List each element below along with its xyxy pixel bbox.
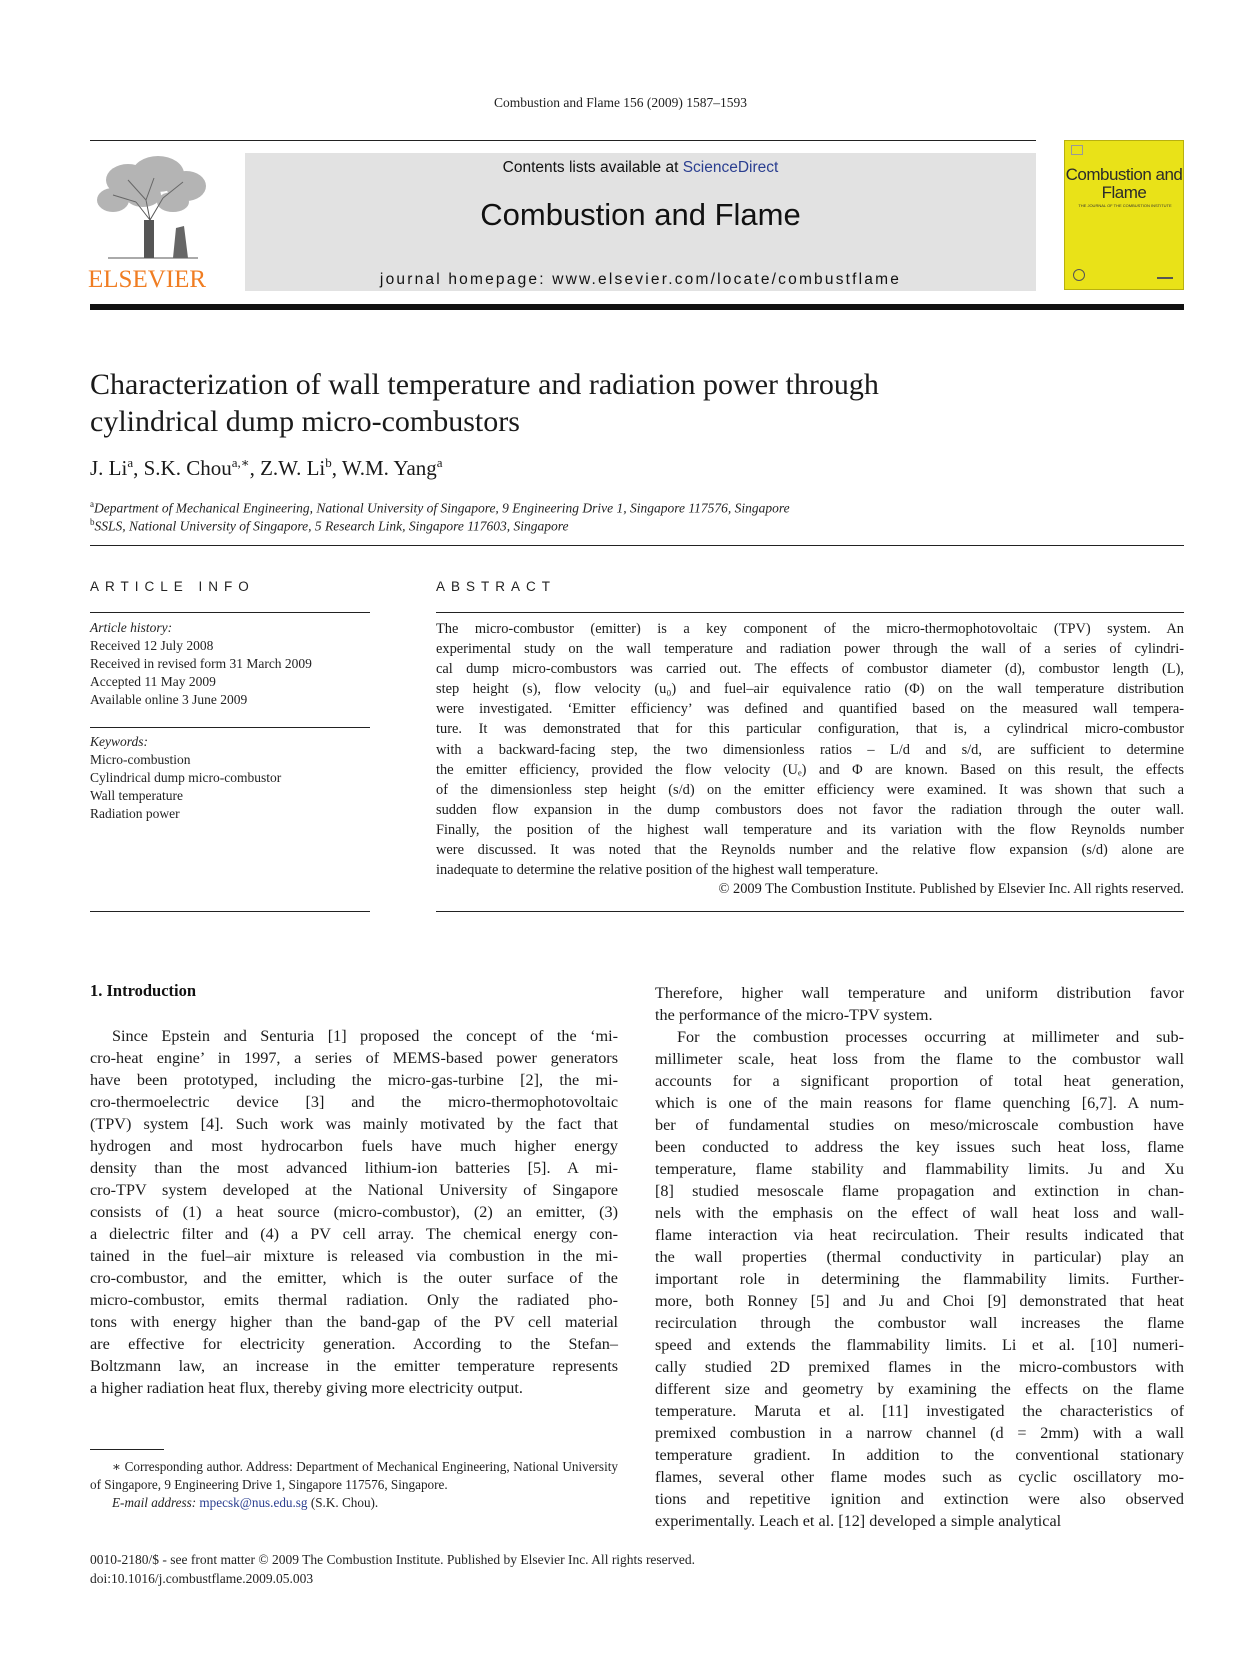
body-line: cro-heat engine’ in 1997, a series of MEMS-based power generators xyxy=(90,1049,618,1067)
article-info-heading: ARTICLE INFO xyxy=(90,579,255,594)
body-line: temperature gradient. In addition to the conventional stationary xyxy=(655,1446,1184,1464)
body-line: micro-combustor, emits thermal radiation. Only the radiated pho- xyxy=(90,1291,618,1309)
body-line: cro-combustor, and the emitter, which is the outer surface of the xyxy=(90,1269,618,1287)
body-line: millimeter scale, heat loss from the flame to the combustor wall xyxy=(655,1050,1184,1068)
abstract-line: inadequate to determine the relative position of the highest wall temperature. xyxy=(436,862,879,879)
body-line: been conducted to address the key issues such heat loss, flame xyxy=(655,1138,1184,1156)
body-line: speed and extends the flammability limits. Li et al. [10] numeri- xyxy=(655,1336,1184,1354)
body-line: cro-TPV system developed at the National University of Singapore xyxy=(90,1181,618,1199)
abstract-line: were discussed. It was noted that the Reynolds number and the relative flow expansion (s/d) alone are xyxy=(436,842,1184,859)
cover-logo-icon xyxy=(1071,145,1083,155)
affiliation xyxy=(90,499,790,517)
body-line: which is one of the main reasons for flame quenching [6,7]. A num- xyxy=(655,1094,1184,1112)
body-line: hydrogen and most hydrocarbon fuels have much higher energy xyxy=(90,1137,618,1155)
abstract-text xyxy=(436,619,1184,880)
abstract-heading: ABSTRACT xyxy=(436,579,557,594)
affil-mark: b xyxy=(90,517,95,527)
body-line: premixed combustion in a narrow channel (d = 2mm) with a wall xyxy=(655,1424,1184,1442)
article-title xyxy=(90,366,1090,440)
footnote xyxy=(90,1458,618,1512)
elsevier-tree-icon xyxy=(88,150,216,262)
body-line: are effective for electricity generation. According to the Stefan– xyxy=(90,1335,618,1353)
body-column-right xyxy=(655,982,1184,1532)
history-item: Accepted 11 May 2009 xyxy=(90,674,216,689)
body-line: important role in determining the flammability limits. Further- xyxy=(655,1270,1184,1288)
journal-title: Combustion and Flame xyxy=(480,197,801,232)
contents-line xyxy=(245,159,1036,177)
footnote-rule xyxy=(90,1449,164,1450)
body-line: Since Epstein and Senturia [1] proposed the concept of the ‘mi- xyxy=(112,1027,618,1045)
affiliation xyxy=(90,517,568,535)
body-line: experimentally. Leach et al. [12] developed a simple analytical xyxy=(655,1512,1062,1530)
body-line: a dielectric filter and (4) a PV cell array. The chemical energy con- xyxy=(90,1225,618,1243)
keyword: Wall temperature xyxy=(90,788,183,803)
section-rule xyxy=(90,545,1184,546)
author-name[interactable]: W.M. Yang xyxy=(341,456,437,480)
keyword: Micro-combustion xyxy=(90,752,191,767)
info-rule xyxy=(90,727,370,728)
affil-mark: a xyxy=(90,499,94,509)
journal-homepage[interactable]: journal homepage: www.elsevier.com/locate/combustflame xyxy=(379,271,902,288)
journal-citation: Combustion and Flame 156 (2009) 1587–1593 xyxy=(493,95,748,110)
article-history xyxy=(90,619,370,709)
body-line: recirculation through the combustor wall increases the flame xyxy=(655,1314,1184,1332)
info-rule xyxy=(90,612,370,613)
journal-banner xyxy=(245,153,1036,291)
journal-cover xyxy=(1064,140,1184,290)
header-rule xyxy=(90,140,1036,141)
body-line: nels with the emphasis on the effect of wall heat loss and wall- xyxy=(655,1204,1184,1222)
history-item: Available online 3 June 2009 xyxy=(90,692,248,707)
doi-line[interactable]: doi:10.1016/j.combustflame.2009.05.003 xyxy=(90,1571,314,1586)
body-line: accounts for a significant proportion of total heat generation, xyxy=(655,1072,1184,1090)
body-line: flames, several other flame modes such as cyclic oscillatory mo- xyxy=(655,1468,1184,1486)
body-line: different size and geometry by examining the effects on the flame xyxy=(655,1380,1184,1398)
keywords-label: Keywords: xyxy=(90,734,148,749)
cover-title: Combustion and Flame xyxy=(1065,165,1183,202)
body-line: For the combustion processes occurring at millimeter and sub- xyxy=(677,1028,1184,1046)
email-link[interactable]: mpecsk@nus.edu.sg xyxy=(199,1495,308,1510)
body-line: Boltzmann law, an increase in the emitter temperature represents xyxy=(90,1357,618,1375)
body-line: consists of (1) a heat source (micro-combustor), (2) an emitter, (3) xyxy=(90,1203,618,1221)
body-line: tions and repetitive ignition and extinction were also observed xyxy=(655,1490,1184,1508)
body-line: cally studied 2D premixed flames in the micro-combustors with xyxy=(655,1358,1184,1376)
affil-text: SSLS, National University of Singapore, 5 Research Link, Singapore 117603, Singapore xyxy=(94,518,569,534)
body-line: ber of fundamental studies on meso/microscale combustion have xyxy=(655,1116,1184,1134)
abstract-copyright: © 2009 The Combustion Institute. Published by Elsevier Inc. All rights reserved. xyxy=(718,881,1184,897)
author-affil-mark: a xyxy=(127,455,134,470)
history-label: Article history: xyxy=(90,620,173,635)
abstract-rule xyxy=(436,911,1184,912)
affil-text: Department of Mechanical Engineering, National University of Singapore, 9 Engineering Drive 1, Singapore 117576, Singapore xyxy=(94,500,790,516)
footnote-corresponding: ∗ Corresponding author. Address: Department of Mechanical Engineering, National University of Singapore, 9 Engineering Drive 1, Singapore 117576, Singapore. xyxy=(90,1459,618,1492)
body-line: have been prototyped, including the micro-gas-turbine [2], the mi- xyxy=(90,1071,618,1089)
author-name[interactable]: Z.W. Li xyxy=(260,456,326,480)
body-line: the performance of the micro-TPV system. xyxy=(655,1006,933,1024)
abstract-line: were investigated. ‘Emitter efficiency’ was defined and quantified based on the measured wall tempera- xyxy=(436,701,1184,718)
body-line: the wall properties (thermal conductivity in particular) play an xyxy=(655,1248,1184,1266)
section-heading: 1. Introduction xyxy=(90,981,197,1000)
author-affil-mark: a xyxy=(436,455,443,470)
author-name[interactable]: J. Li xyxy=(90,456,128,480)
cover-subtitle: THE JOURNAL OF THE COMBUSTION INSTITUTE xyxy=(1078,203,1172,208)
cover-seal-icon xyxy=(1073,269,1085,281)
abstract-line: Finally, the position of the highest wall temperature and its variation with the flow Reynolds number xyxy=(436,821,1184,838)
body-line: [8] studied mesoscale flame propagation and extinction in chan- xyxy=(655,1182,1184,1200)
history-item: Received in revised form 31 March 2009 xyxy=(90,656,312,671)
body-line: flame interaction via heat recirculation. Their results indicated that xyxy=(655,1226,1184,1244)
abstract-line: sudden flow expansion in the dump combustors does not favor the radiation through the outer wall. xyxy=(436,801,1184,818)
author-name[interactable]: S.K. Chou xyxy=(143,456,232,480)
sciencedirect-link[interactable]: ScienceDirect xyxy=(682,159,779,176)
body-line: a higher radiation heat flux, thereby giving more electricity output. xyxy=(90,1379,523,1397)
keyword: Radiation power xyxy=(90,806,180,821)
body-line: tained in the fuel–air mixture is released via combustion in the mi- xyxy=(90,1247,618,1265)
cover-publisher-mark xyxy=(1157,277,1173,279)
body-line: tons with energy higher than the band-gap of the PV cell material xyxy=(90,1313,618,1331)
keyword: Cylindrical dump micro-combustor xyxy=(90,770,282,785)
body-column-left xyxy=(90,1025,618,1399)
footnote-email xyxy=(90,1494,618,1512)
abstract-line: the emitter efficiency, provided the flow velocity (Uₑ) and Φ are known. Based on this result, the effects xyxy=(436,761,1184,778)
body-line: (TPV) system [4]. Such work was mainly motivated by the fact that xyxy=(90,1115,618,1133)
body-line: temperature, flame stability and flammability limits. Ju and Xu xyxy=(655,1160,1184,1178)
abstract-line: experimental study on the wall temperature and radiation power through the wall of a series of cylindri- xyxy=(436,641,1184,658)
history-item: Received 12 July 2008 xyxy=(90,638,214,653)
body-line: density than the most advanced lithium-ion batteries [5]. A mi- xyxy=(90,1159,618,1177)
body-line: Therefore, higher wall temperature and uniform distribution favor xyxy=(655,984,1184,1002)
title-line: cylindrical dump micro-combustors xyxy=(90,405,520,438)
body-line: cro-thermoelectric device [3] and the micro-thermophotovoltaic xyxy=(90,1093,618,1111)
info-rule xyxy=(90,911,370,912)
author-affil-mark: b xyxy=(325,455,332,470)
keywords xyxy=(90,733,370,823)
email-suffix: (S.K. Chou). xyxy=(307,1495,379,1510)
elsevier-wordmark: ELSEVIER xyxy=(88,266,207,293)
abstract-line: The micro-combustor (emitter) is a key component of the micro-thermophotovoltaic (TPV) system. An xyxy=(436,621,1184,637)
body-line: more, both Ronney [5] and Ju and Choi [9] demonstrated that heat xyxy=(655,1292,1184,1310)
abstract-line: cal dump micro-combustors was carried out. The effects of combustor diameter (d), combustor length (L), xyxy=(436,661,1184,678)
title-line: Characterization of wall temperature and radiation power through xyxy=(90,368,879,401)
body-line: temperature. Maruta et al. [11] investigated the characteristics of xyxy=(655,1402,1184,1420)
abstract-line: of the dimensionless step height (s/d) on the emitter efficiency were examined. It was shown that such a xyxy=(436,781,1184,798)
header-thick-rule xyxy=(90,304,1184,310)
abstract-line: with a backward-facing step, the two dimensionless ratios – L/d and s/d, are sufficient to determine xyxy=(436,741,1184,758)
abstract-rule xyxy=(436,612,1184,613)
abstract-line: step height (s), flow velocity (u₀) and fuel–air equivalence ratio (Φ) on the wall temperature distribution xyxy=(436,681,1184,698)
issn-line: 0010-2180/$ - see front matter © 2009 The Combustion Institute. Published by Elsevier Inc. All rights reserved. xyxy=(90,1552,696,1567)
email-label: E-mail address: xyxy=(112,1495,200,1510)
elsevier-logo xyxy=(88,150,218,295)
abstract-line: ture. It was demonstrated that for this particular configuration, that is, a cylindrical micro-combustor xyxy=(436,721,1184,738)
author-list: J. Li$^a$, S.K. Chou$^{a,∗}$, Z.W. Li$^b$, W.M. Yang$^a$ xyxy=(90,455,443,480)
contents-prefix: Contents lists available at xyxy=(502,159,683,176)
author-affil-mark: a,∗ xyxy=(231,455,250,470)
